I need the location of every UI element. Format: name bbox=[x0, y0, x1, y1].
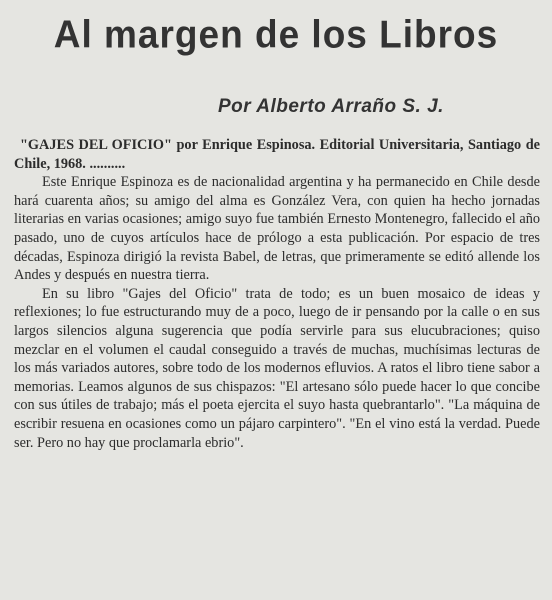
author-byline: Por Alberto Arraño S. J. bbox=[218, 96, 444, 117]
book-reference: "GAJES DEL OFICIO" por Enrique Espinosa. Editorial Universitaria, Santiago de Chile, 1968. .......... bbox=[14, 137, 540, 172]
column-title: Al margen de los Libros bbox=[53, 12, 499, 56]
article-paragraph-2: En su libro "Gajes del Oficio" trata de todo; es un buen mosaico de ideas y reflexiones; lo fue estructurando muy de a poco, luego de ir pensando por la calle o en sus largos silencios alguna sugerencia que podía servirle para sus elucubraciones; quiso mezclar en el volumen el caudal conseguido a través de muchas, muchísimas lecturas de los más variados autores, sobre todo de los modernos efluvios. A ratos el libro tiene sabor a memorias. Leamos algunos de sus chispazos: "El artesano sólo puede hacer lo que concibe con sus útiles de trabajo; más el poeta ejercita el suyo hasta quebrantarlo". "La máquina de escribir resuena en ocasiones como un pájaro carpintero". "En el vino está la verdad. Puede ser. Pero no hay que proclamarla ebrio". bbox=[14, 285, 540, 451]
article-paragraph-1: Este Enrique Espinoza es de nacionalidad argentina y ha permanecido en Chile desde hará cuarenta años; su amigo del alma es González Vera, con quien ha hecho jornadas literarias en varias ocasiones; amigo suyo fue también Ernesto Montenegro, fallecido el año pasado, uno de cuyos artículos hace de prólogo a esta publicación. Por espacio de tres décadas, Espinoza dirigió la revista Babel, de letras, que primeramente se editó allende los Andes y después en nuestra tierra. bbox=[14, 174, 540, 284]
review-article bbox=[14, 136, 540, 452]
